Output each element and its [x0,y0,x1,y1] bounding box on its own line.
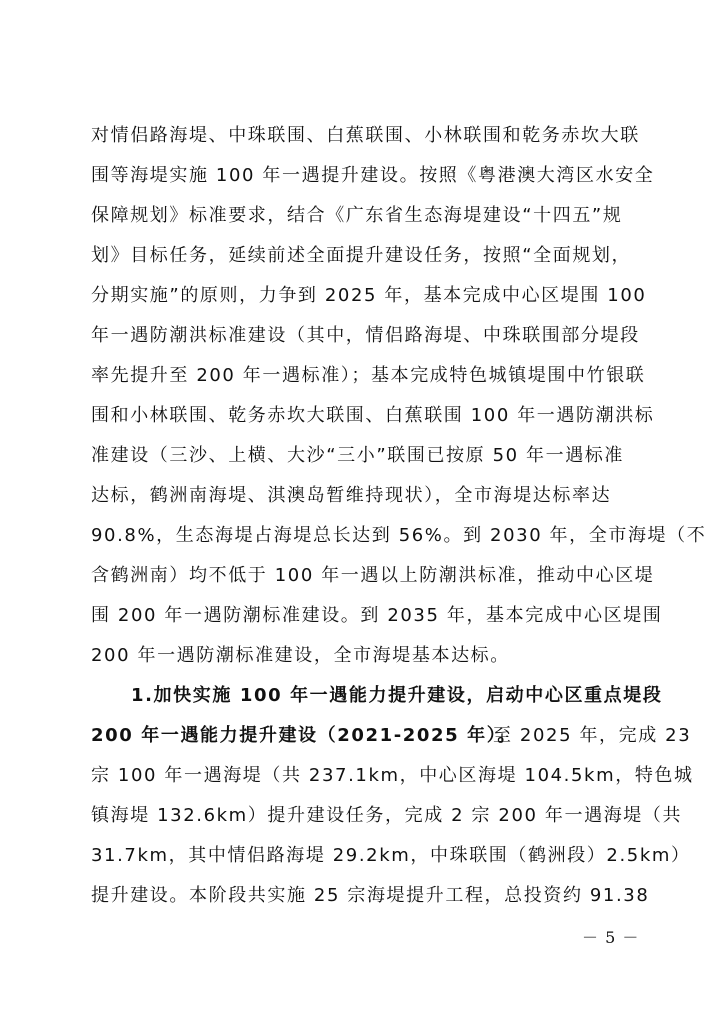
text-line: 围等海堤实施 100 年一遇提升建设。按照《粤港澳大湾区水安全 [91,165,655,186]
text-line: 90.8%，生态海堤占海堤总长达到 56%。到 2030 年，全市海堤（不 [91,525,707,546]
text-line: 达标，鹤洲南海堤、淇澳岛暂维持现状），全市海堤达标率达 [91,485,612,506]
page-number: － 5 － [582,928,640,947]
text-line: 对情侣路海堤、中珠联围、白蕉联围、小林联围和乾务赤坎大联 [91,125,640,146]
text-line: 划》目标任务，延续前述全面提升建设任务，按照“全面规划， [91,245,632,266]
text-line: 宗 100 年一遇海堤（共 237.1km，中心区海堤 104.5km，特色城 [91,765,694,786]
text-line: 围 200 年一遇防潮标准建设。到 2035 年，基本完成中心区堤围 [91,605,663,626]
section-heading: 1.加快实施 100 年一遇能力提升建设，启动中心区重点堤段 [131,685,663,706]
text-line: 提升建设。本阶段共实施 25 宗海堤提升工程，总投资约 91.38 [91,885,650,906]
text-line: 准建设（三沙、上横、大沙“三小”联围已按原 50 年一遇标准 [91,445,624,466]
text-line: 保障规划》标准要求，结合《广东省生态海堤建设“十四五”规 [91,205,623,226]
text-line: 镇海堤 132.6km）提升建设任务，完成 2 宗 200 年一遇海堤（共 [91,805,683,826]
text-line: 分期实施”的原则，力争到 2025 年，基本完成中心区堤围 100 [91,285,647,306]
text-line: 围和小林联围、乾务赤坎大联围、白蕉联围 100 年一遇防潮洪标 [91,405,655,426]
text-line: 年一遇防潮洪标准建设（其中，情侣路海堤、中珠联围部分堤段 [91,325,640,346]
text-line: 含鹤洲南）均不低于 100 年一遇以上防潮洪标准，推动中心区堤 [91,565,655,586]
text-line: 200 年一遇防潮标准建设，全市海堤基本达标。 [91,645,510,666]
text-line: 31.7km，其中情侣路海堤 29.2km，中珠联围（鹤洲段）2.5km） [91,845,691,866]
text-line: 率先提升至 200 年一遇标准）；基本完成特色城镇堤围中竹银联 [91,365,646,386]
section-heading-continued: 200 年一遇能力提升建设（2021-2025 年）。 [91,725,517,746]
text-line: 至 2025 年，完成 23 [493,725,692,746]
